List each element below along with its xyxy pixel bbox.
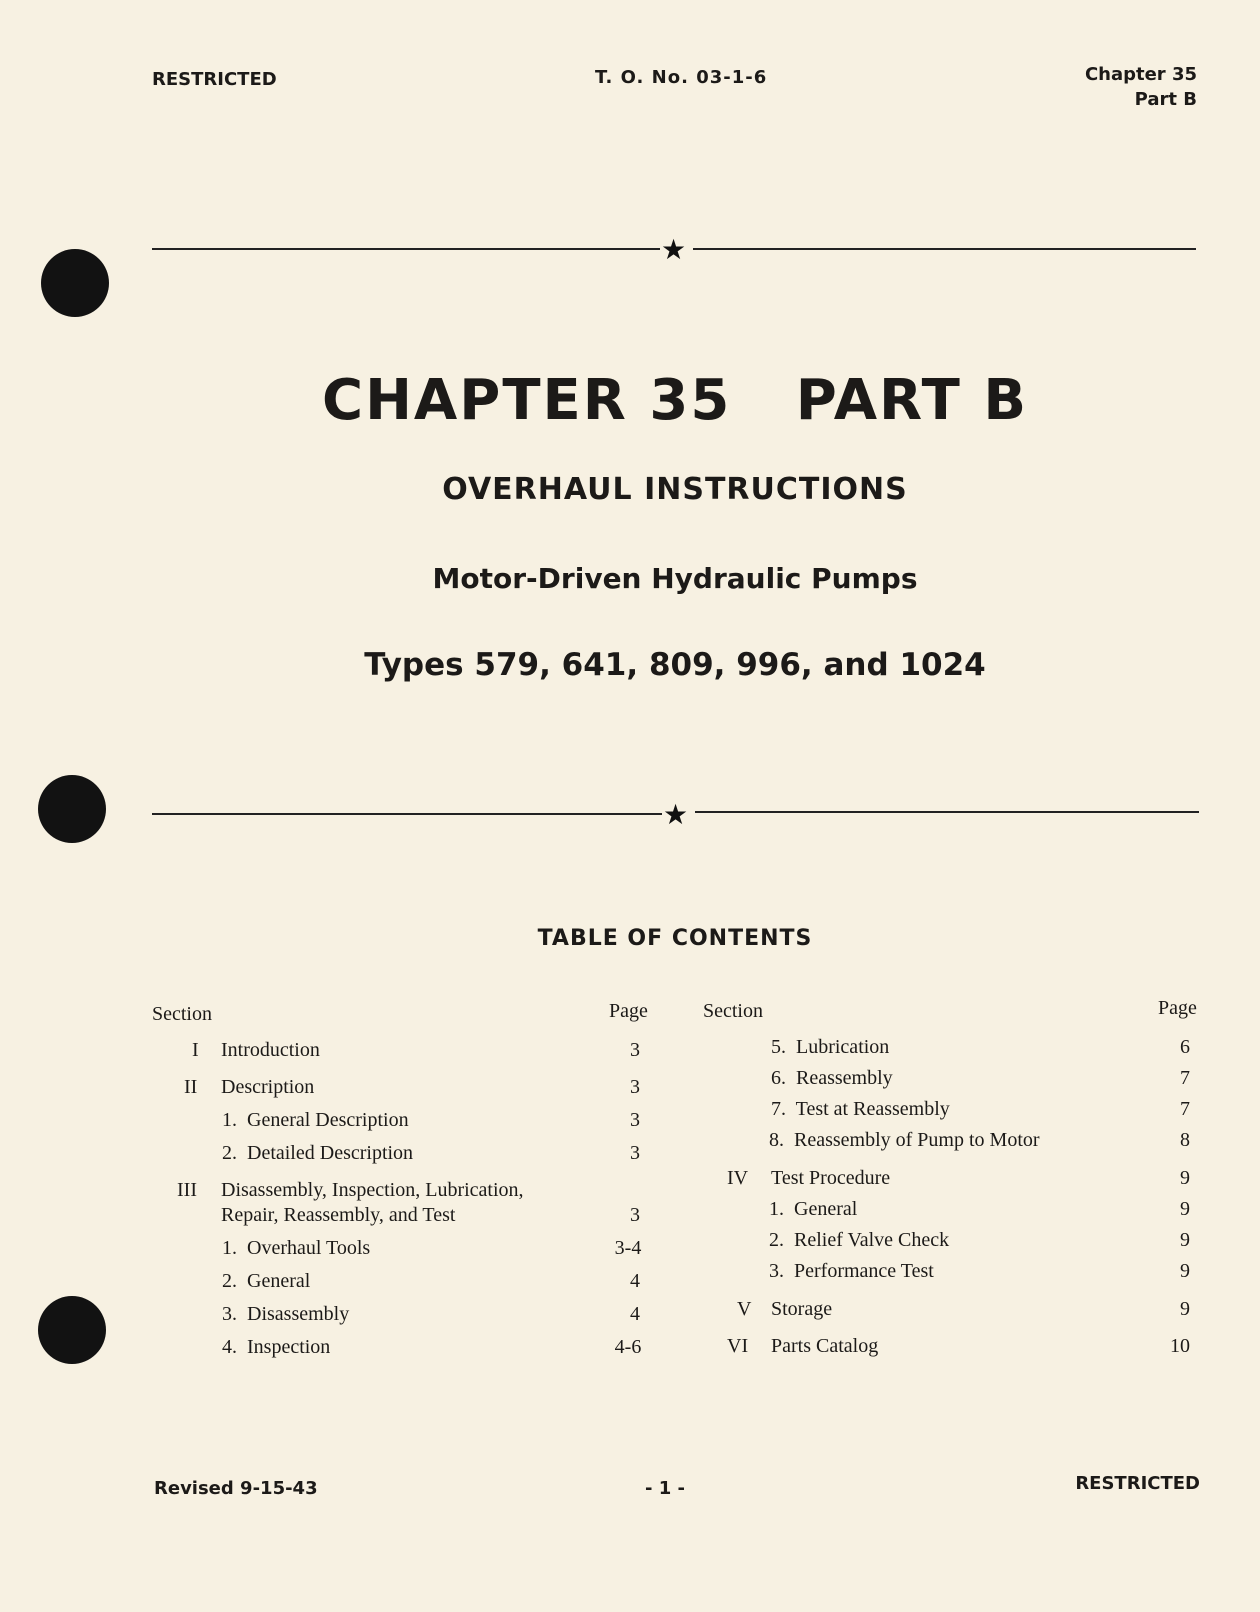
toc-row-num: III <box>177 1179 197 1201</box>
toc-row-page: 7 <box>1180 1098 1190 1120</box>
binder-hole-middle <box>38 775 106 843</box>
toc-heading: TABLE OF CONTENTS <box>537 926 813 951</box>
toc-row-title: 3. Performance Test <box>769 1260 934 1282</box>
toc-row-num: V <box>737 1298 752 1320</box>
toc-section-header-left: Section <box>152 1003 212 1025</box>
toc-row-page: 9 <box>1180 1167 1190 1189</box>
binder-hole-bottom <box>38 1296 106 1364</box>
toc-row-page: 9 <box>1180 1298 1190 1320</box>
toc-row-num: I <box>192 1039 199 1061</box>
header-part: Part B <box>1134 89 1197 110</box>
toc-row-title: 2. General <box>222 1270 311 1292</box>
footer-classification: RESTRICTED <box>1075 1473 1200 1494</box>
toc-row-page: 3-4 <box>614 1237 642 1259</box>
document-subtitle: OVERHAUL INSTRUCTIONS <box>442 472 908 507</box>
types-title: Types 579, 641, 809, 996, and 1024 <box>364 647 986 683</box>
toc-row-page: 4 <box>630 1270 640 1292</box>
binder-hole-top <box>41 249 109 317</box>
toc-row-page: 6 <box>1180 1036 1190 1058</box>
toc-row-page: 3 <box>630 1109 640 1131</box>
star-icon: ★ <box>661 233 687 266</box>
toc-row-title: 5. Lubrication <box>771 1036 890 1058</box>
toc-row-page: 4-6 <box>614 1336 642 1358</box>
toc-row-title: 7. Test at Reassembly <box>771 1098 950 1120</box>
toc-row-page: 7 <box>1180 1067 1190 1089</box>
toc-row-title: 6. Reassembly <box>771 1067 893 1089</box>
header-chapter: Chapter 35 <box>1084 64 1197 85</box>
toc-row-title: Test Procedure <box>771 1167 891 1189</box>
toc-row-page: 3 <box>630 1204 640 1226</box>
header-classification: RESTRICTED <box>152 69 277 90</box>
toc-section-header-right: Section <box>703 1000 763 1022</box>
toc-row-title: 4. Inspection <box>222 1336 331 1358</box>
toc-row-title: Storage <box>771 1298 833 1320</box>
toc-row-title: Repair, Reassembly, and Test <box>221 1204 456 1226</box>
toc-row-page: 10 <box>1170 1335 1190 1357</box>
header-to-number: T. O. No. 03-1-6 <box>595 67 768 88</box>
product-title: Motor-Driven Hydraulic Pumps <box>432 562 918 595</box>
toc-row-title: 8. Reassembly of Pump to Motor <box>769 1129 1040 1151</box>
toc-row-page: 3 <box>630 1076 640 1098</box>
toc-row-title: 2. Relief Valve Check <box>769 1229 950 1251</box>
toc-row-page: 8 <box>1180 1129 1190 1151</box>
toc-row-title: 1. General Description <box>222 1109 409 1131</box>
toc-row-num: II <box>184 1076 198 1098</box>
chapter-title: CHAPTER 35 PART B <box>321 368 1029 433</box>
star-icon: ★ <box>663 798 689 831</box>
toc-row-title: 2. Detailed Description <box>222 1142 414 1164</box>
toc-row-title: 1. Overhaul Tools <box>222 1237 371 1259</box>
toc-row-title: 1. General <box>769 1198 858 1220</box>
toc-row-title: Description <box>221 1076 315 1098</box>
toc-row-title: Parts Catalog <box>771 1335 879 1357</box>
toc-page-header-right: Page <box>1158 997 1197 1019</box>
toc-row-page: 3 <box>630 1142 640 1164</box>
toc-row-page: 3 <box>630 1039 640 1061</box>
footer-revision: Revised 9-15-43 <box>154 1478 318 1499</box>
toc-row-page: 9 <box>1180 1229 1190 1251</box>
footer-page-number: - 1 - <box>645 1478 685 1499</box>
toc-row-page: 9 <box>1180 1260 1190 1282</box>
toc-row-title: Introduction <box>221 1039 320 1061</box>
toc-row-title: 3. Disassembly <box>222 1303 350 1325</box>
toc-row-num: VI <box>727 1335 749 1357</box>
toc-row-title: Disassembly, Inspection, Lubrication, <box>221 1179 524 1201</box>
toc-row-page: 9 <box>1180 1198 1190 1220</box>
toc-row-page: 4 <box>630 1303 640 1325</box>
toc-page-header-left: Page <box>609 1000 648 1022</box>
toc-row-num: IV <box>727 1167 749 1189</box>
